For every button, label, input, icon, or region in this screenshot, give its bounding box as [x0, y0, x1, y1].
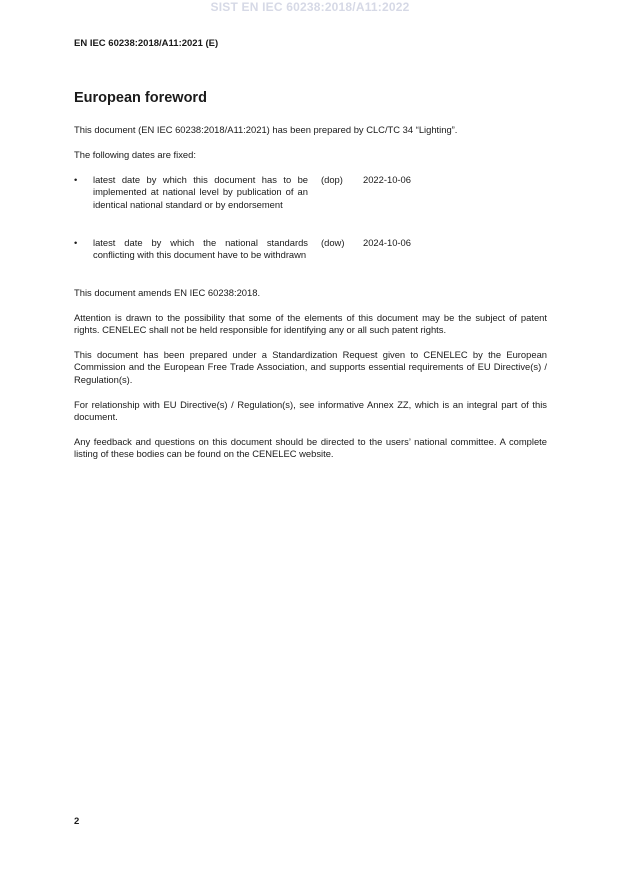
- paragraph-relationship: For relationship with EU Directive(s) / Regulation(s), see informative Annex ZZ, which is an integral part of this document.: [74, 399, 547, 423]
- paragraph-amends: This document amends EN IEC 60238:2018.: [74, 287, 261, 298]
- paragraph-patent: Attention is drawn to the possibility that some of the elements of this document may be the subject of patent rights. CENELEC shall not be held responsible for identifying any or all such patent rights.: [74, 312, 547, 336]
- paragraph-feedback: Any feedback and questions on this document should be directed to the users’ national committee. A complete listing of these bodies can be found on the CENELEC website.: [74, 436, 547, 460]
- bullet-icon: •: [74, 237, 78, 248]
- page-number: 2: [74, 816, 80, 827]
- bullet-icon: •: [74, 174, 78, 185]
- paragraph-dates-fixed: The following dates are fixed:: [74, 149, 196, 160]
- document-code: EN IEC 60238:2018/A11:2021 (E): [74, 38, 219, 49]
- list-item-text: latest date by which this document has to be implemented at national level by publication of an identical national standard or by endorsement: [93, 174, 308, 210]
- list-item-text: latest date by which the national standards conflicting with this document have to be withdrawn: [93, 237, 308, 261]
- paragraph-standardization: This document has been prepared under a Standardization Request given to CENELEC by the European Commission and the European Free Trade Association, and supports essential requirements of EU Directive(s) / Regulation(s).: [74, 349, 547, 385]
- paragraph-prepared-by: This document (EN IEC 60238:2018/A11:2021) has been prepared by CLC/TC 34 “Lighting”.: [74, 124, 458, 135]
- list-item-code: (dop): [321, 174, 343, 185]
- list-item-code: (dow): [321, 237, 345, 248]
- list-item-date: 2022-10-06: [363, 174, 411, 185]
- watermark: SIST EN IEC 60238:2018/A11:2022: [210, 0, 410, 14]
- page-title: European foreword: [74, 90, 207, 106]
- list-item-date: 2024-10-06: [363, 237, 411, 248]
